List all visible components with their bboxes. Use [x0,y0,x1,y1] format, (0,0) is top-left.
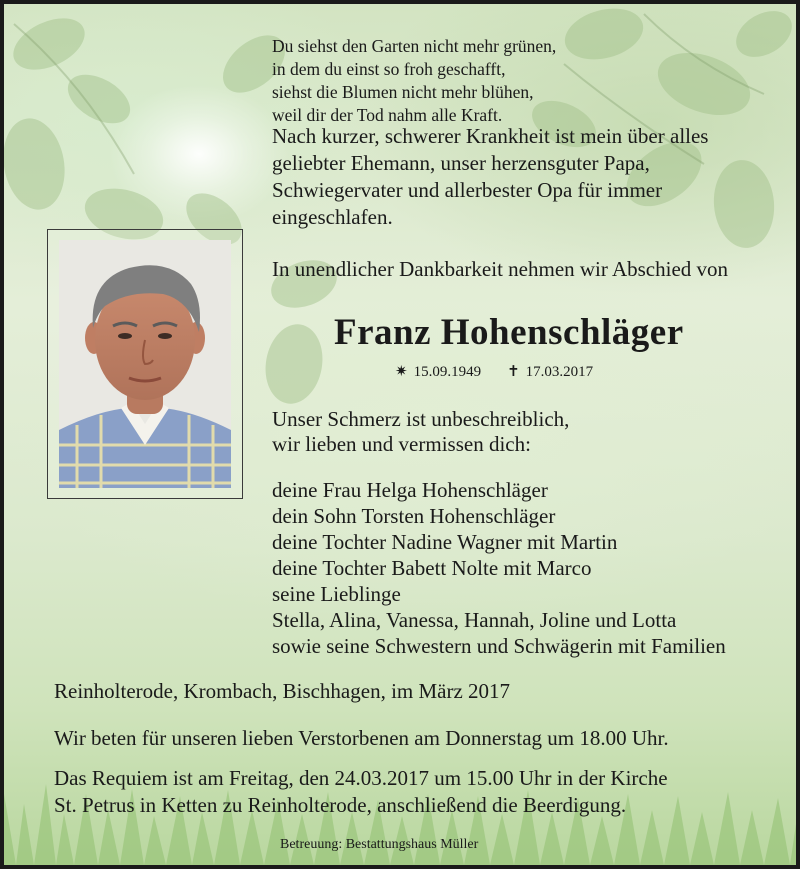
deceased-name: Franz Hohenschläger [334,312,684,353]
poem [272,35,556,127]
grief-text: Unser Schmerz ist unbeschreiblich, wir lieben und vermissen dich: [272,407,570,456]
leaf-shape [5,8,92,80]
mourner-item: seine Lieblinge [272,582,401,606]
mourners-list [272,477,726,659]
death-date: 17.03.2017 [525,364,594,380]
intro-text: Nach kurzer, schwerer Krankheit ist mein über alles geliebter Ehemann, unser herzensguter Papa, Schwiegervater und allerbester Opa für immer eingeschlafen. [272,124,709,229]
poem-line: siehst die Blumen nicht mehr blühen, [272,82,534,102]
portrait-frame [47,229,243,499]
requiem-notice: Das Requiem ist am Freitag, den 24.03.2017 um 15.00 Uhr in der Kirche St. Petrus in Ketten zu Reinholterode, anschließend die Beerdigung. [54,766,668,817]
mourner-item: deine Tochter Nadine Wagner mit Martin [272,530,618,554]
leaf-shape [710,158,777,251]
mourner-item: Stella, Alina, Vanessa, Hannah, Joline und Lotta [272,608,677,632]
leaf-shape [728,4,796,66]
leaf-shape [4,113,72,214]
birth-date: 15.09.1949 [413,364,482,380]
mourner-item: deine Frau Helga Hohenschläger [272,478,548,502]
farewell-text: In unendlicher Dankbarkeit nehmen wir Abschied von [272,257,729,281]
mourner-item: dein Sohn Torsten Hohenschläger [272,504,556,528]
birth-star-icon: ✷ [395,364,408,380]
prayer-notice: Wir beten für unseren lieben Verstorbenen am Donnerstag um 18.00 Uhr. [54,726,669,750]
leaf-shape [60,65,139,134]
place-date: Reinholterode, Krombach, Bischhagen, im März 2017 [54,679,511,703]
funeral-home-credit: Betreuung: Bestattungshaus Müller [280,837,479,852]
death-cross-icon: ✝ [507,364,520,380]
life-dates [395,362,593,382]
poem-line: weil dir der Tod nahm alle Kraft. [272,105,503,125]
poem-line: in dem du einst so froh geschafft, [272,59,506,79]
mourner-item: sowie seine Schwestern und Schwägerin mit Familien [272,634,726,658]
poem-line: Du siehst den Garten nicht mehr grünen, [272,36,557,56]
mourner-item: deine Tochter Babett Nolte mit Marco [272,556,592,580]
portrait-illustration [59,240,231,488]
leaf-shape [559,4,649,68]
leaf-shape [259,320,328,409]
portrait-photo [59,240,231,488]
eye-right-shape [158,333,172,339]
eye-left-shape [118,333,132,339]
